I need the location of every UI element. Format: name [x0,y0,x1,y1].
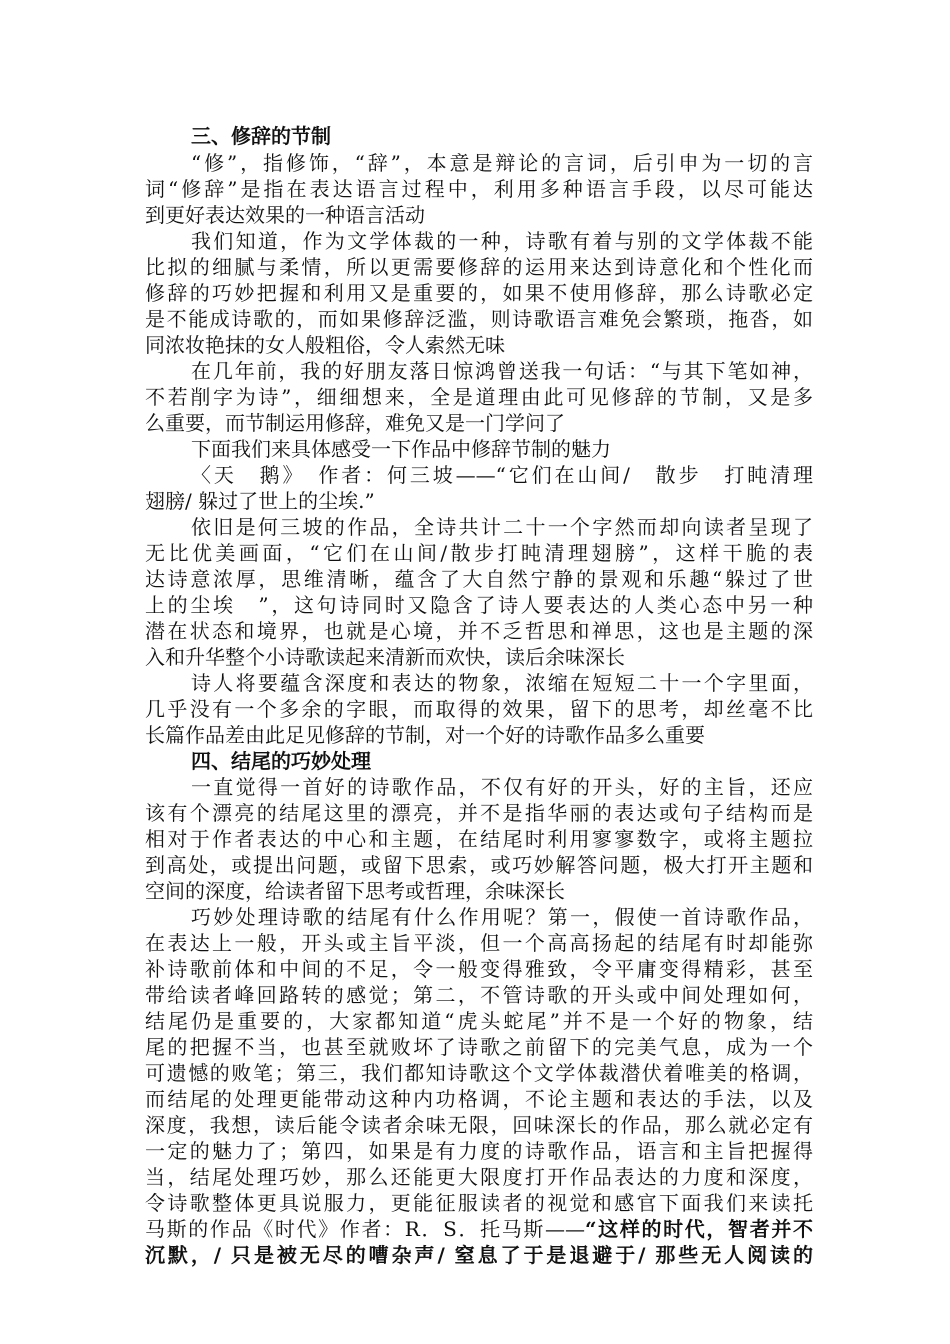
paragraph-line: 诗人将要蕴含深度和表达的物象，浓缩在短短二十一个字里面， [191,671,813,695]
paragraph-line: 可遗憾的败笔；第三，我们都知诗歌这个文学体裁潜伏着唯美的格调， [145,1061,813,1085]
paragraph-line: 该有个漂亮的结尾这里的漂亮，并不是指华丽的表达或句子结构而是 [145,801,813,825]
text-line-mixed [145,1217,813,1242]
last-line-text: 沉默，/ 只是被无尽的嘈杂声/ 窒息了于是退避于/ 那些无人阅读的 [145,1243,813,1267]
mixed-line-normal: 马斯的作品《时代》作者：R．S．托马斯—— [145,1217,586,1241]
mixed-line-container [145,1217,813,1242]
paragraph-line: 几乎没有一个多余的字眼，而取得的效果，留下的思考，却丝毫不比 [145,697,813,721]
paragraph-line: 我们知道，作为文学体裁的一种，诗歌有着与别的文学体裁不能 [191,229,813,253]
paragraph-line: 无比优美画面，“它们在山间/散步打盹清理翅膀”，这样干脆的表 [145,541,813,565]
paragraph-line: 到更好表达效果的一种语言活动 [145,203,425,227]
paragraph-line: 在表达上一般，开头或主旨平淡，但一个高高扬起的结尾有时却能弥 [145,931,813,955]
paragraph-line: 在几年前，我的好朋友落日惊鸿曾送我一句话：“与其下笔如神， [191,359,813,383]
paragraph-line: 同浓妆艳抹的女人般粗俗，令人索然无味 [145,333,505,357]
paragraph-line: 词“修辞”是指在表达语言过程中，利用多种语言手段，以尽可能达 [145,177,813,201]
paragraph-line: 一定的魅力了；第四，如果是有力度的诗歌作品，语言和主旨把握得 [145,1139,813,1163]
paragraph-line: 当，结尾处理巧妙，那么还能更大限度打开作品表达的力度和深度， [145,1165,813,1189]
paragraph-line: 令诗歌整体更具说服力，更能征服读者的视觉和感官下面我们来读托 [145,1191,813,1215]
text-line-last [145,1243,813,1268]
paragraph-line: 长篇作品差由此足见修辞的节制，对一个好的诗歌作品多么重要 [145,723,705,747]
paragraph-line: “修”，指修饰，“辞”，本意是辩论的言词，后引申为一切的言 [191,151,813,175]
paragraph-line: 带给读者峰回路转的感觉；第二，不管诗歌的开头或中间处理如何， [145,983,813,1007]
paragraph-line: 巧妙处理诗歌的结尾有什么作用呢？第一，假使一首诗歌作品， [191,905,813,929]
paragraph-line: 而结尾的处理更能带动这种内功格调，不论主题和表达的手法，以及 [145,1087,813,1111]
paragraph-line: 翅膀/ 躲过了世上的尘埃.” [145,489,375,513]
paragraph-line: 潜在状态和境界，也就是心境，并不乏哲思和禅思，这也是主题的深 [145,619,813,643]
paragraph-line: 比拟的细腻与柔情，所以更需要修辞的运用来达到诗意化和个性化而 [145,255,813,279]
paragraph-line: 深度，我想，读后能令读者余味无限，回味深长的作品，那么就必定有 [145,1113,813,1137]
paragraph-line: 修辞的巧妙把握和利用又是重要的，如果不使用修辞，那么诗歌必定 [145,281,813,305]
paragraph-line: 下面我们来具体感受一下作品中修辞节制的魅力 [191,437,611,461]
paragraph-line: 空间的深度，给读者留下思考或哲理，余味深长 [145,879,565,903]
paragraph-line: 不若削字为诗”，细细想来，全是道理由此可见修辞的节制，又是多 [145,385,813,409]
paragraph-line: 结尾仍是重要的，大家都知道“虎头蛇尾”并不是一个好的物象，结 [145,1009,813,1033]
paragraph-line: 尾的把握不当，也甚至就败坏了诗歌之前留下的完美气息，成为一个 [145,1035,813,1059]
paragraph-line: 〈天 鹅》 作者：何三坡——“它们在山间/ 散步 打盹清理 [191,463,813,487]
paragraph-line: 到高处，或提出问题，或留下思索，或巧妙解答问题，极大打开主题和 [145,853,813,877]
section-heading: 三、修辞的节制 [191,124,331,148]
paragraph-line: 入和升华整个小诗歌读起来清新而欢快，读后余味深长 [145,645,625,669]
paragraph-line: 一直觉得一首好的诗歌作品，不仅有好的开头，好的主旨，还应 [191,775,813,799]
paragraph-line: 相对于作者表达的中心和主题，在结尾时利用寥寥数字，或将主题拉 [145,827,813,851]
paragraph-line: 么重要，而节制运用修辞，难免又是一门学问了 [145,411,565,435]
paragraph-line: 补诗歌前体和中间的不足，令一般变得雅致，令平庸变得精彩，甚至 [145,957,813,981]
mixed-line-bold: “这样的时代，智者并不 [585,1217,813,1241]
paragraph-line: 依旧是何三坡的作品，全诗共计二十一个字然而却向读者呈现了 [191,515,813,539]
paragraph-line: 达诗意浓厚，思维清晰，蕴含了大自然宁静的景观和乐趣“躲过了世 [145,567,813,591]
paragraph-line: 是不能成诗歌的，而如果修辞泛滥，则诗歌语言难免会繁琐，拖沓，如 [145,307,813,331]
paragraph-line: 上的尘埃 ”，这句诗同时又隐含了诗人要表达的人类心态中另一种 [145,593,813,617]
section-heading: 四、结尾的巧妙处理 [191,749,371,773]
